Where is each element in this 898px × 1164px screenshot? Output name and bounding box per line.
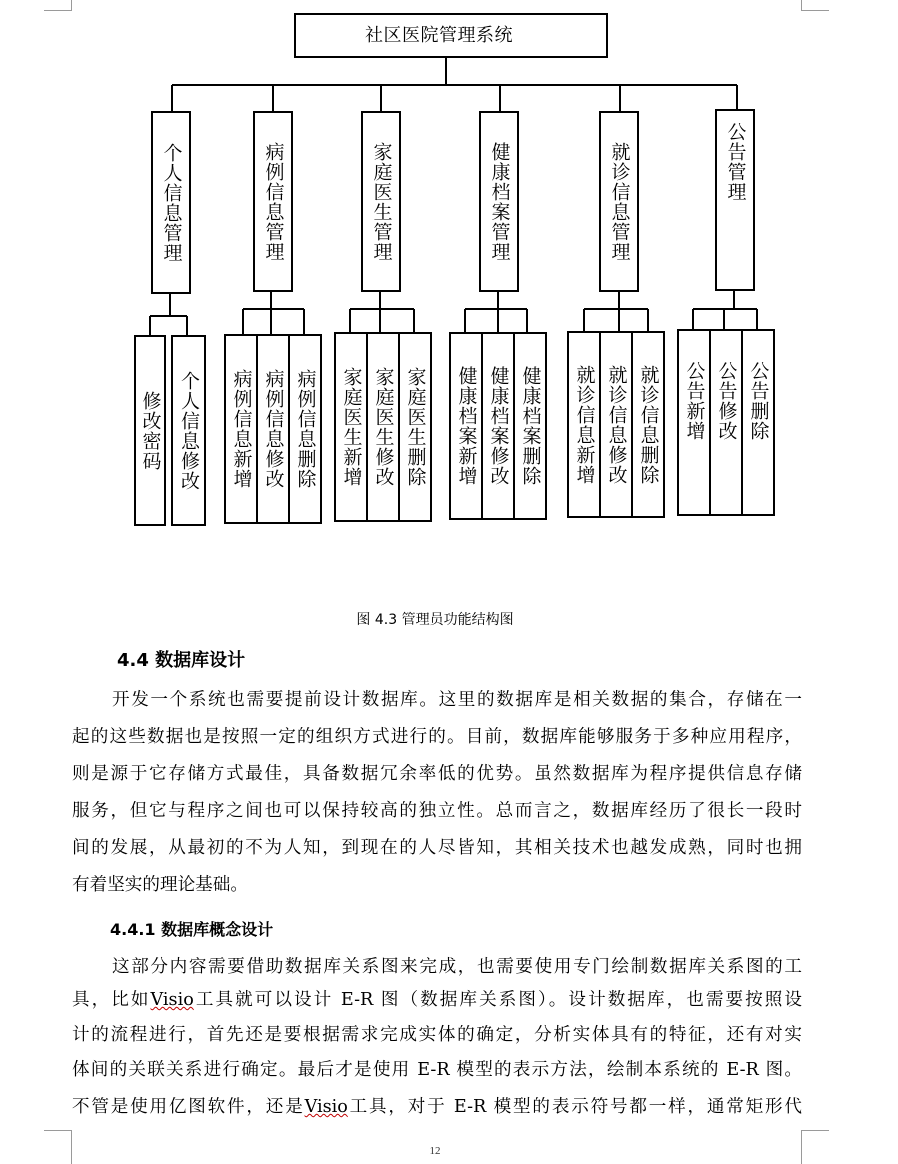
paragraph-line: 体间的关联关系进行确定。最后才是使用 E-R 模型的表示方法，绘制本系统的 E-R 图。 [72, 1060, 802, 1080]
leaf-notice-add-label: 公告新增 [683, 360, 706, 441]
paragraph-line: 开发一个系统也需要提前设计数据库。这里的数据库是相关数据的集合，存储在一 [112, 690, 802, 710]
spellcheck-word: Visio [304, 1097, 348, 1117]
node-personal-info-label: 个人信息管理 [160, 142, 183, 263]
crop-mark-bottom-right-h [801, 1130, 829, 1131]
leaf-record-delete [513, 332, 547, 520]
leaf-case-delete-label: 病例信息删除 [294, 369, 317, 489]
leaf-personal-info-edit [171, 335, 206, 526]
paragraph-line: 服务，但它与程序之间也可以保持较高的独立性。总而言之，数据库经历了很长一段时 [72, 801, 802, 821]
leaf-doctor-edit [366, 332, 400, 522]
node-visit-info-label: 就诊信息管理 [608, 141, 631, 262]
leaf-case-add-label: 病例信息新增 [230, 369, 253, 489]
leaf-visit-delete [631, 331, 665, 518]
paragraph-line: 间的发展，从最初的不为人知，到现在的人尽皆知，其相关技术也越发成熟，同时也拥 [72, 838, 802, 858]
node-visit-info [599, 111, 639, 292]
leaf-doctor-delete [398, 332, 432, 522]
leaf-record-add [449, 332, 483, 520]
paragraph-line: 则是源于它存储方式最佳，具备数据冗余率低的优势。虽然数据库为程序提供信息存储 [72, 764, 802, 784]
node-case-info-label: 病例信息管理 [262, 141, 285, 262]
leaf-visit-add-label: 就诊信息新增 [573, 364, 596, 485]
leaf-personal-info-edit-label: 个人信息修改 [178, 370, 200, 491]
leaf-record-delete-label: 健康档案删除 [519, 366, 542, 486]
node-health-record-label: 健康档案管理 [488, 141, 511, 262]
paragraph-line [72, 986, 802, 1023]
paragraph-line: 这部分内容需要借助数据库关系图来完成，也需要使用专门绘制数据库关系图的工 [112, 957, 802, 977]
subsection-heading: 4.4.1 数据库概念设计 [110, 920, 274, 939]
leaf-notice-add [677, 329, 711, 516]
text-run: 不管是使用亿图软件，还是 [72, 1097, 305, 1117]
paragraph-line: 计的流程进行，首先还是要根据需求完成实体的确定，分析实体具有的特征，还有对实 [72, 1025, 802, 1045]
leaf-case-edit-label: 病例信息修改 [262, 369, 285, 489]
leaf-doctor-add-label: 家庭医生新增 [340, 367, 363, 487]
root-node-label: 社区医院管理系统 [365, 24, 513, 46]
text-run: 工具就可以设计 E-R 图（数据库关系图）。设计数据库，也需要按照设 [193, 990, 802, 1010]
text-run: 工具，对于 E-R 模型的表示符号都一样，通常矩形代 [347, 1097, 802, 1117]
page-number: 12 [429, 1145, 441, 1157]
spellcheck-word: Visio [150, 990, 194, 1010]
paragraph-line: 起的这些数据也是按照一定的组织方式进行的。目前，数据库能够服务于多种应用程序， [72, 727, 802, 747]
leaf-case-edit [256, 334, 290, 524]
leaf-doctor-delete-label: 家庭医生删除 [404, 367, 427, 487]
leaf-change-password-label: 修改密码 [139, 390, 162, 471]
paragraph-line: 有着坚实的理论基础。 [72, 875, 248, 895]
leaf-record-edit [481, 332, 515, 520]
leaf-visit-delete-label: 就诊信息删除 [637, 364, 660, 485]
figure-caption: 图 4.3 管理员功能结构图 [356, 612, 514, 628]
node-case-info [253, 111, 293, 292]
node-family-doctor [361, 111, 401, 292]
leaf-notice-delete [741, 329, 775, 516]
leaf-doctor-edit-label: 家庭医生修改 [372, 367, 395, 487]
root-node [294, 13, 608, 58]
node-personal-info [151, 111, 191, 294]
leaf-case-add [224, 334, 258, 524]
text-run: 具，比如 [72, 990, 151, 1010]
leaf-visit-add [567, 331, 601, 518]
node-announcement-label: 公告管理 [724, 122, 747, 202]
leaf-notice-edit-label: 公告修改 [715, 360, 738, 441]
leaf-notice-delete-label: 公告删除 [747, 360, 770, 441]
leaf-change-password [134, 335, 166, 526]
paragraph-line [72, 1093, 802, 1130]
leaf-record-edit-label: 健康档案修改 [487, 366, 510, 486]
leaf-doctor-add [334, 332, 368, 522]
leaf-record-add-label: 健康档案新增 [455, 366, 478, 486]
leaf-case-delete [288, 334, 322, 524]
leaf-visit-edit-label: 就诊信息修改 [605, 364, 628, 485]
leaf-notice-edit [709, 329, 743, 516]
node-announcement [715, 109, 755, 291]
section-heading: 4.4 数据库设计 [117, 650, 246, 671]
node-health-record [479, 111, 519, 292]
crop-mark-bottom-left-h [44, 1130, 72, 1131]
node-family-doctor-label: 家庭医生管理 [370, 141, 393, 262]
leaf-visit-edit [599, 331, 633, 518]
